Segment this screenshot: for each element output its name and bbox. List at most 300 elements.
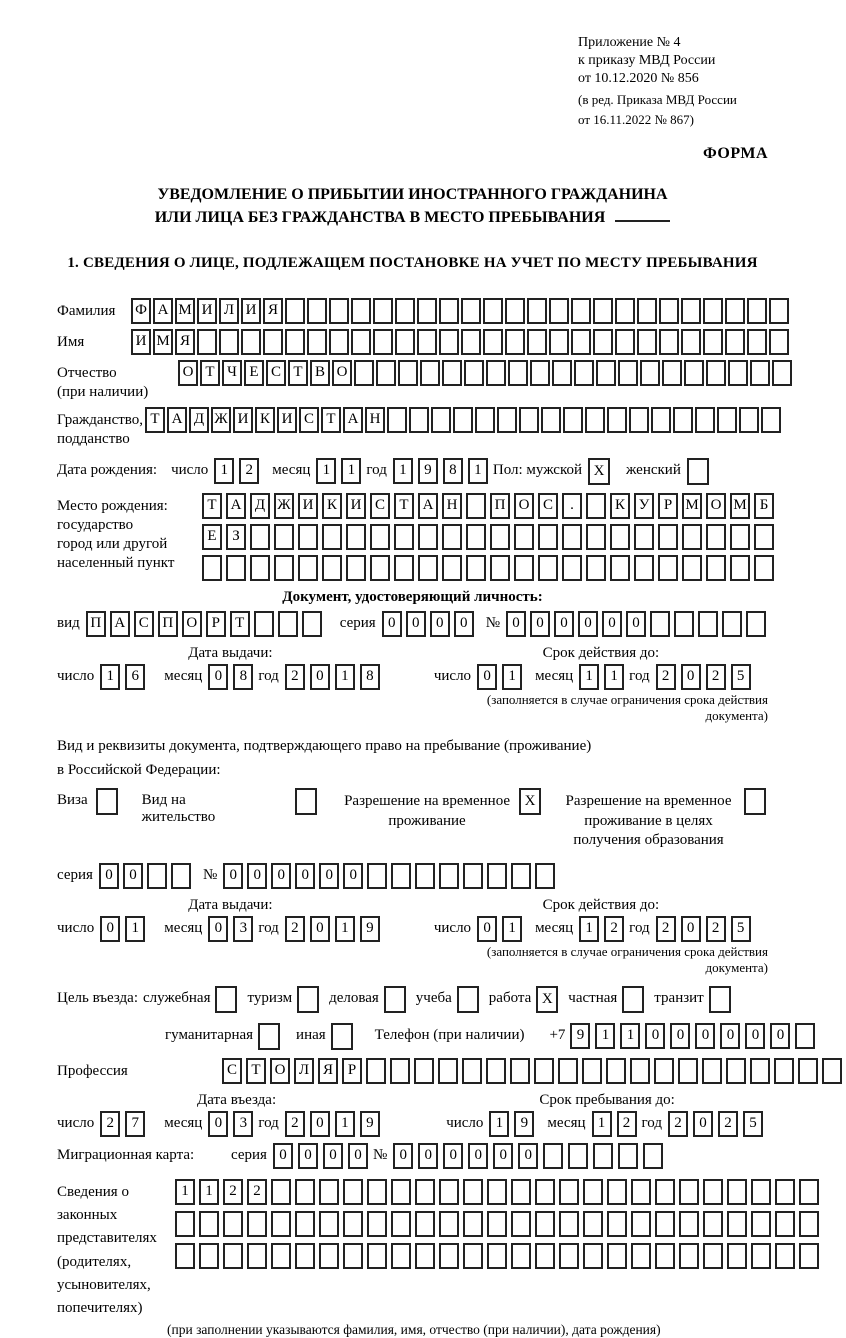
char-cell[interactable] [223,1211,243,1237]
char-cell[interactable] [822,1058,842,1084]
char-cell[interactable] [706,360,726,386]
char-cell[interactable]: Т [394,493,414,519]
char-cell[interactable]: 0 [310,664,330,690]
char-cell[interactable] [370,555,390,581]
char-cell[interactable] [295,1179,315,1205]
char-cell[interactable] [285,329,305,355]
char-cell[interactable] [559,1211,579,1237]
char-cell[interactable] [487,1243,507,1269]
char-cell[interactable]: 0 [578,611,598,637]
char-cell[interactable] [559,1243,579,1269]
char-cell[interactable] [298,524,318,550]
char-cell[interactable] [510,1058,530,1084]
char-cell[interactable] [769,298,789,324]
char-cell[interactable] [466,493,486,519]
char-cell[interactable] [199,1243,219,1269]
char-cell[interactable]: 0 [493,1143,513,1169]
char-cell[interactable]: А [153,298,173,324]
char-cell[interactable]: 0 [477,664,497,690]
char-cell[interactable] [147,863,167,889]
char-cell[interactable] [585,407,605,433]
char-cell[interactable] [508,360,528,386]
char-cell[interactable]: 0 [477,916,497,942]
char-cell[interactable]: З [226,524,246,550]
char-cell[interactable]: 8 [443,458,463,484]
char-cell[interactable] [483,329,503,355]
char-cell[interactable] [574,360,594,386]
char-cell[interactable] [343,1243,363,1269]
char-cell[interactable]: Ж [211,407,231,433]
char-cell[interactable]: А [110,611,130,637]
char-cell[interactable] [730,555,750,581]
char-cell[interactable] [319,1179,339,1205]
char-cell[interactable]: Ч [222,360,242,386]
char-cell[interactable]: 1 [214,458,234,484]
char-cell[interactable]: 1 [579,916,599,942]
char-cell[interactable] [751,1211,771,1237]
char-cell[interactable] [698,611,718,637]
char-cell[interactable] [726,1058,746,1084]
sex-male-checkbox[interactable]: X [588,458,610,485]
char-cell[interactable]: 0 [247,863,267,889]
char-cell[interactable] [394,524,414,550]
char-cell[interactable] [583,1179,603,1205]
char-cell[interactable] [370,524,390,550]
char-cell[interactable] [391,1243,411,1269]
char-cell[interactable]: 1 [489,1111,509,1137]
char-cell[interactable] [346,555,366,581]
char-cell[interactable] [650,611,670,637]
char-cell[interactable] [747,298,767,324]
char-cell[interactable]: 0 [530,611,550,637]
char-cell[interactable]: Н [442,493,462,519]
char-cell[interactable]: Б [754,493,774,519]
purpose-humanitarian-checkbox[interactable] [258,1023,280,1050]
char-cell[interactable] [511,1243,531,1269]
char-cell[interactable] [754,555,774,581]
char-cell[interactable]: 2 [656,916,676,942]
char-cell[interactable] [171,863,191,889]
char-cell[interactable]: К [610,493,630,519]
char-cell[interactable]: В [310,360,330,386]
char-cell[interactable] [679,1211,699,1237]
char-cell[interactable]: 0 [298,1143,318,1169]
char-cell[interactable] [250,524,270,550]
char-cell[interactable] [527,298,547,324]
char-cell[interactable]: О [178,360,198,386]
char-cell[interactable]: 0 [443,1143,463,1169]
char-cell[interactable] [684,360,704,386]
char-cell[interactable] [630,1058,650,1084]
char-cell[interactable]: Т [200,360,220,386]
char-cell[interactable] [678,1058,698,1084]
char-cell[interactable] [596,360,616,386]
char-cell[interactable] [583,1243,603,1269]
char-cell[interactable] [535,1211,555,1237]
char-cell[interactable] [329,298,349,324]
char-cell[interactable] [415,1179,435,1205]
char-cell[interactable] [514,555,534,581]
char-cell[interactable] [640,360,660,386]
char-cell[interactable] [725,298,745,324]
char-cell[interactable]: Т [230,611,250,637]
char-cell[interactable] [655,1179,675,1205]
char-cell[interactable] [319,1243,339,1269]
char-cell[interactable]: 5 [743,1111,763,1137]
char-cell[interactable]: Р [342,1058,362,1084]
char-cell[interactable]: С [134,611,154,637]
purpose-tourism-checkbox[interactable] [297,986,319,1013]
char-cell[interactable] [439,863,459,889]
char-cell[interactable]: 1 [620,1023,640,1049]
char-cell[interactable]: Л [294,1058,314,1084]
char-cell[interactable] [395,329,415,355]
char-cell[interactable] [562,524,582,550]
char-cell[interactable] [562,555,582,581]
purpose-study-checkbox[interactable] [457,986,479,1013]
char-cell[interactable] [487,1179,507,1205]
char-cell[interactable]: Д [189,407,209,433]
char-cell[interactable] [387,407,407,433]
char-cell[interactable] [373,329,393,355]
char-cell[interactable] [453,407,473,433]
char-cell[interactable] [722,611,742,637]
char-cell[interactable]: 1 [125,916,145,942]
char-cell[interactable] [775,1179,795,1205]
char-cell[interactable] [285,298,305,324]
char-cell[interactable]: П [490,493,510,519]
char-cell[interactable]: Я [175,329,195,355]
char-cell[interactable]: 9 [360,916,380,942]
char-cell[interactable] [199,1211,219,1237]
purpose-work-checkbox[interactable]: X [536,986,558,1013]
char-cell[interactable] [391,1211,411,1237]
char-cell[interactable] [420,360,440,386]
char-cell[interactable] [475,407,495,433]
char-cell[interactable] [519,407,539,433]
char-cell[interactable]: 0 [295,863,315,889]
char-cell[interactable] [681,329,701,355]
char-cell[interactable] [395,298,415,324]
char-cell[interactable] [643,1143,663,1169]
char-cell[interactable]: Р [206,611,226,637]
char-cell[interactable] [727,1179,747,1205]
char-cell[interactable] [373,298,393,324]
char-cell[interactable]: 0 [208,1111,228,1137]
char-cell[interactable] [511,863,531,889]
char-cell[interactable] [463,863,483,889]
char-cell[interactable]: О [270,1058,290,1084]
char-cell[interactable] [610,524,630,550]
char-cell[interactable] [706,524,726,550]
char-cell[interactable]: Ж [274,493,294,519]
char-cell[interactable] [631,1211,651,1237]
char-cell[interactable] [651,407,671,433]
char-cell[interactable] [466,524,486,550]
char-cell[interactable] [637,329,657,355]
char-cell[interactable] [390,1058,410,1084]
char-cell[interactable] [538,524,558,550]
char-cell[interactable]: С [222,1058,242,1084]
char-cell[interactable] [607,407,627,433]
char-cell[interactable] [799,1243,819,1269]
char-cell[interactable] [695,407,715,433]
char-cell[interactable]: У [634,493,654,519]
char-cell[interactable] [799,1179,819,1205]
char-cell[interactable] [490,555,510,581]
char-cell[interactable] [463,1179,483,1205]
char-cell[interactable] [505,298,525,324]
char-cell[interactable] [795,1023,815,1049]
char-cell[interactable] [295,1243,315,1269]
char-cell[interactable]: А [343,407,363,433]
char-cell[interactable] [346,524,366,550]
char-cell[interactable] [439,1211,459,1237]
char-cell[interactable] [226,555,246,581]
char-cell[interactable]: С [299,407,319,433]
char-cell[interactable] [271,1243,291,1269]
char-cell[interactable]: И [241,298,261,324]
char-cell[interactable] [527,329,547,355]
char-cell[interactable]: 0 [323,1143,343,1169]
char-cell[interactable]: 9 [418,458,438,484]
char-cell[interactable] [538,555,558,581]
char-cell[interactable]: Т [145,407,165,433]
char-cell[interactable] [772,360,792,386]
char-cell[interactable] [618,1143,638,1169]
char-cell[interactable]: 8 [233,664,253,690]
char-cell[interactable]: 2 [668,1111,688,1137]
char-cell[interactable] [442,360,462,386]
char-cell[interactable] [271,1211,291,1237]
char-cell[interactable] [483,298,503,324]
char-cell[interactable]: 1 [604,664,624,690]
char-cell[interactable] [409,407,429,433]
char-cell[interactable]: 5 [731,664,751,690]
char-cell[interactable]: 1 [316,458,336,484]
char-cell[interactable] [655,1211,675,1237]
char-cell[interactable]: 1 [335,916,355,942]
char-cell[interactable] [703,1179,723,1205]
char-cell[interactable]: 1 [175,1179,195,1205]
char-cell[interactable] [583,1211,603,1237]
char-cell[interactable] [295,1211,315,1237]
char-cell[interactable]: М [682,493,702,519]
char-cell[interactable]: К [322,493,342,519]
char-cell[interactable] [461,329,481,355]
visa-checkbox[interactable] [96,788,118,815]
char-cell[interactable] [463,1211,483,1237]
edu-residence-checkbox[interactable] [744,788,766,815]
char-cell[interactable]: 1 [579,664,599,690]
char-cell[interactable] [250,555,270,581]
char-cell[interactable]: О [706,493,726,519]
char-cell[interactable]: 0 [343,863,363,889]
char-cell[interactable] [615,329,635,355]
char-cell[interactable] [730,524,750,550]
char-cell[interactable]: Т [202,493,222,519]
char-cell[interactable] [535,863,555,889]
char-cell[interactable] [442,555,462,581]
char-cell[interactable] [241,329,261,355]
char-cell[interactable] [593,298,613,324]
char-cell[interactable]: Т [321,407,341,433]
char-cell[interactable] [799,1211,819,1237]
char-cell[interactable] [761,407,781,433]
char-cell[interactable]: 2 [223,1179,243,1205]
char-cell[interactable]: О [514,493,534,519]
char-cell[interactable] [662,360,682,386]
char-cell[interactable] [462,1058,482,1084]
char-cell[interactable]: 1 [393,458,413,484]
char-cell[interactable] [618,360,638,386]
char-cell[interactable] [254,611,274,637]
char-cell[interactable] [750,360,770,386]
char-cell[interactable] [747,329,767,355]
char-cell[interactable] [703,1243,723,1269]
char-cell[interactable] [593,1143,613,1169]
char-cell[interactable] [607,1179,627,1205]
char-cell[interactable] [659,329,679,355]
char-cell[interactable]: 3 [233,916,253,942]
char-cell[interactable] [659,298,679,324]
char-cell[interactable] [223,1243,243,1269]
char-cell[interactable]: А [418,493,438,519]
char-cell[interactable] [717,407,737,433]
char-cell[interactable] [439,1243,459,1269]
char-cell[interactable] [558,1058,578,1084]
char-cell[interactable]: Д [250,493,270,519]
char-cell[interactable] [703,1211,723,1237]
char-cell[interactable]: 0 [720,1023,740,1049]
char-cell[interactable] [727,1243,747,1269]
char-cell[interactable] [634,524,654,550]
char-cell[interactable] [511,1179,531,1205]
char-cell[interactable]: И [277,407,297,433]
char-cell[interactable]: 0 [418,1143,438,1169]
char-cell[interactable] [728,360,748,386]
char-cell[interactable] [439,329,459,355]
char-cell[interactable] [549,329,569,355]
char-cell[interactable]: 1 [592,1111,612,1137]
char-cell[interactable]: 0 [695,1023,715,1049]
char-cell[interactable]: Т [288,360,308,386]
char-cell[interactable]: М [153,329,173,355]
char-cell[interactable] [563,407,583,433]
char-cell[interactable]: М [175,298,195,324]
char-cell[interactable]: 0 [348,1143,368,1169]
char-cell[interactable] [307,329,327,355]
char-cell[interactable] [202,555,222,581]
temp-residence-checkbox[interactable]: X [519,788,541,815]
char-cell[interactable] [418,555,438,581]
char-cell[interactable] [568,1143,588,1169]
char-cell[interactable]: Ф [131,298,151,324]
char-cell[interactable] [679,1243,699,1269]
char-cell[interactable] [637,298,657,324]
char-cell[interactable]: . [562,493,582,519]
char-cell[interactable]: 0 [382,611,402,637]
char-cell[interactable]: 9 [514,1111,534,1137]
char-cell[interactable]: 1 [468,458,488,484]
char-cell[interactable]: С [266,360,286,386]
char-cell[interactable] [682,555,702,581]
char-cell[interactable]: 0 [208,664,228,690]
char-cell[interactable] [461,298,481,324]
char-cell[interactable] [552,360,572,386]
char-cell[interactable]: 0 [554,611,574,637]
char-cell[interactable] [319,1211,339,1237]
char-cell[interactable] [586,493,606,519]
char-cell[interactable] [673,407,693,433]
char-cell[interactable] [607,1243,627,1269]
char-cell[interactable]: К [255,407,275,433]
char-cell[interactable]: 6 [125,664,145,690]
char-cell[interactable]: 2 [100,1111,120,1137]
char-cell[interactable]: 0 [693,1111,713,1137]
char-cell[interactable] [654,1058,674,1084]
char-cell[interactable]: 0 [506,611,526,637]
char-cell[interactable]: О [332,360,352,386]
char-cell[interactable] [366,1058,386,1084]
char-cell[interactable] [463,1243,483,1269]
char-cell[interactable] [391,1179,411,1205]
char-cell[interactable] [631,1243,651,1269]
char-cell[interactable] [175,1243,195,1269]
char-cell[interactable] [535,1179,555,1205]
char-cell[interactable]: 0 [645,1023,665,1049]
char-cell[interactable] [706,555,726,581]
char-cell[interactable]: 0 [430,611,450,637]
char-cell[interactable] [367,863,387,889]
sex-female-checkbox[interactable] [687,458,709,485]
char-cell[interactable] [307,298,327,324]
char-cell[interactable] [278,611,298,637]
char-cell[interactable]: И [298,493,318,519]
char-cell[interactable]: Е [202,524,222,550]
char-cell[interactable] [367,1211,387,1237]
char-cell[interactable] [431,407,451,433]
char-cell[interactable] [263,329,283,355]
char-cell[interactable] [775,1211,795,1237]
char-cell[interactable] [329,329,349,355]
char-cell[interactable] [746,611,766,637]
char-cell[interactable] [367,1179,387,1205]
char-cell[interactable] [398,360,418,386]
char-cell[interactable] [610,555,630,581]
char-cell[interactable] [442,524,462,550]
char-cell[interactable]: 2 [285,1111,305,1137]
char-cell[interactable]: 0 [518,1143,538,1169]
char-cell[interactable]: 0 [208,916,228,942]
char-cell[interactable]: 5 [731,916,751,942]
char-cell[interactable]: О [182,611,202,637]
char-cell[interactable]: 3 [233,1111,253,1137]
char-cell[interactable] [343,1179,363,1205]
char-cell[interactable] [674,611,694,637]
char-cell[interactable]: 1 [595,1023,615,1049]
char-cell[interactable]: 2 [656,664,676,690]
char-cell[interactable] [534,1058,554,1084]
char-cell[interactable] [775,1243,795,1269]
char-cell[interactable]: 2 [604,916,624,942]
char-cell[interactable] [438,1058,458,1084]
char-cell[interactable] [774,1058,794,1084]
char-cell[interactable] [754,524,774,550]
char-cell[interactable] [607,1211,627,1237]
char-cell[interactable]: И [346,493,366,519]
char-cell[interactable] [439,1179,459,1205]
